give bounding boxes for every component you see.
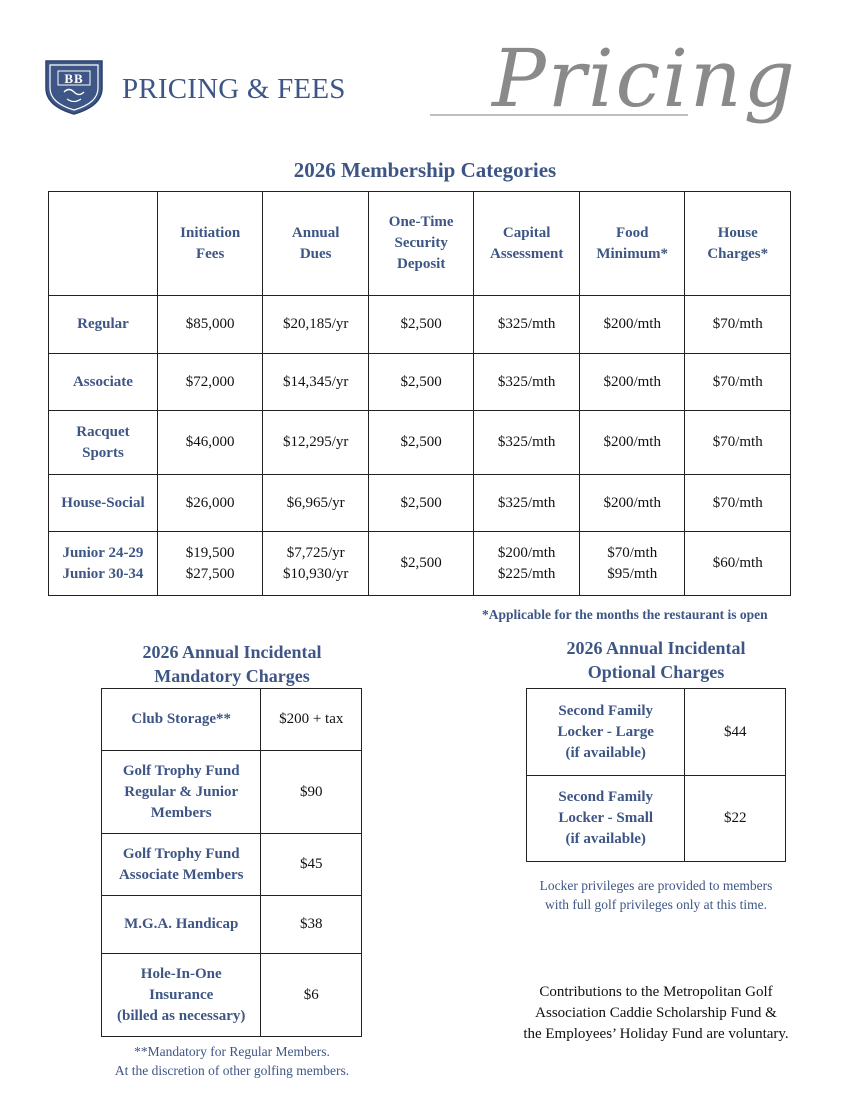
cell-line: Insurance	[149, 986, 214, 1003]
footnote-line: At the discretion of other golfing members.	[114, 1063, 350, 1078]
cell-line: Initiation	[180, 224, 241, 241]
cell-line: M.G.A. Handicap	[124, 916, 239, 932]
charge-price-cell: $44	[685, 689, 786, 776]
cell-line: Charges*	[707, 245, 769, 262]
charge-price-cell: $200 + tax	[261, 689, 362, 751]
table-row	[102, 896, 362, 954]
cell-line: Regular & Junior	[124, 783, 239, 800]
value-cell	[263, 354, 369, 411]
footnote-line: **Mandatory for Regular Members.	[134, 1044, 330, 1059]
table-row	[49, 475, 791, 532]
value-cell	[579, 475, 685, 532]
cell-line: Sports	[82, 444, 124, 461]
cell-line: Food	[615, 224, 649, 241]
cell-line: $200/mth	[603, 373, 661, 390]
cell-line: $46,000	[185, 434, 235, 450]
cell-line: $325/mth	[497, 373, 556, 390]
value-cell	[685, 296, 791, 354]
cell-line: Annual	[291, 224, 340, 241]
cell-line: $2,500	[400, 434, 442, 450]
column-header	[49, 192, 158, 296]
cell-line: (billed as necessary)	[117, 1007, 246, 1024]
cell-line: Golf Trophy Fund	[122, 762, 240, 779]
value-cell	[474, 354, 580, 411]
cell-line: Club Storage**	[131, 711, 231, 727]
cell-line: $26,000	[185, 494, 235, 511]
membership-table-title: 2026 Membership Categories	[293, 158, 557, 182]
value-cell	[474, 532, 580, 596]
charge-price-cell: $6	[261, 954, 362, 1037]
charge-item-cell	[102, 954, 261, 1037]
title-line: Optional Charges	[587, 662, 725, 682]
cell-line: $225/mth	[497, 565, 556, 582]
cell-line: Locker - Large	[557, 723, 654, 740]
value-cell	[263, 532, 369, 596]
cell-line: Associate	[72, 373, 133, 390]
value-cell	[368, 475, 473, 532]
charge-item-cell	[102, 689, 261, 751]
cell-line: Second Family	[558, 702, 654, 719]
table-row	[49, 354, 791, 411]
cell-line: Locker - Small	[558, 810, 654, 826]
script-word: Pricing	[492, 32, 797, 125]
value-cell	[157, 411, 263, 475]
cell-line: (if available)	[565, 831, 646, 847]
cell-line: Minimum*	[596, 245, 669, 262]
club-crest-logo	[44, 58, 104, 116]
column-header	[685, 192, 791, 296]
cell-line: House	[717, 224, 758, 241]
cell-line: $20,185/yr	[282, 316, 349, 332]
value-cell	[263, 411, 369, 475]
charge-item-cell	[527, 689, 685, 776]
cell-line: $325/mth	[497, 494, 556, 511]
cell-line: One-Time	[388, 214, 454, 230]
table-row	[49, 296, 791, 354]
value-cell	[157, 296, 263, 354]
cell-line: $12,295/yr	[282, 434, 349, 450]
cell-line: Fees	[195, 245, 225, 262]
charge-item-cell	[102, 751, 261, 834]
mandatory-footnote	[82, 1042, 382, 1080]
cell-line: $2,500	[400, 555, 442, 571]
table-row	[527, 776, 786, 862]
column-header	[579, 192, 685, 296]
decorative-script-heading	[430, 26, 830, 146]
table-header-row	[49, 192, 791, 296]
category-cell	[49, 532, 158, 596]
value-cell	[263, 475, 369, 532]
cell-line: $2,500	[400, 494, 442, 511]
value-cell	[474, 475, 580, 532]
cell-line: Associate Members	[118, 866, 244, 883]
category-cell	[49, 411, 158, 475]
column-header	[368, 192, 473, 296]
optional-charges-table	[526, 688, 786, 862]
mandatory-charges-table	[101, 688, 362, 1037]
cell-line: Second Family	[558, 789, 654, 805]
value-cell	[579, 411, 685, 475]
value-cell	[368, 532, 473, 596]
value-cell	[579, 296, 685, 354]
contributions-note	[486, 982, 826, 1045]
cell-line: $200/mth	[497, 544, 556, 561]
cell-line: $70/mth	[607, 544, 658, 561]
mandatory-charges-title	[102, 640, 362, 688]
cell-line: $70/mth	[712, 373, 763, 390]
cell-line: Assessment	[490, 245, 564, 262]
cell-line: $14,345/yr	[282, 373, 349, 390]
cell-line: House-Social	[61, 494, 145, 511]
restaurant-footnote: *Applicable for the months the restaurant is open	[482, 607, 768, 622]
cell-line: Golf Trophy Fund	[122, 845, 240, 862]
value-cell	[157, 354, 263, 411]
cell-line: Dues	[299, 245, 332, 262]
value-cell	[368, 296, 473, 354]
value-cell	[685, 475, 791, 532]
membership-categories-table	[48, 191, 791, 596]
cell-line: $2,500	[400, 373, 442, 390]
value-cell	[474, 296, 580, 354]
cell-line: $2,500	[400, 316, 442, 332]
cell-line: (if available)	[565, 744, 646, 761]
value-cell	[368, 411, 473, 475]
cell-line: Junior 24-29	[62, 544, 144, 561]
cell-line: Capital	[502, 224, 551, 241]
optional-charges-title	[526, 636, 786, 684]
note-line: the Employees’ Holiday Fund are voluntary.	[523, 1026, 789, 1042]
note-line: with full golf privileges only at this time.	[545, 897, 767, 912]
cell-line: $200/mth	[603, 316, 661, 332]
cell-line: $325/mth	[497, 316, 556, 332]
cell-line: Junior 30-34	[62, 565, 144, 582]
cell-line: $27,500	[185, 565, 235, 582]
value-cell	[685, 532, 791, 596]
charge-price-cell: $38	[261, 896, 362, 954]
charge-price-cell: $90	[261, 751, 362, 834]
cell-line: $19,500	[185, 544, 235, 561]
charge-price-cell: $22	[685, 776, 786, 862]
cell-line: $70/mth	[712, 316, 763, 332]
cell-line: Regular	[77, 316, 129, 332]
table-row	[102, 689, 362, 751]
cell-line: $200/mth	[603, 434, 661, 450]
table-row	[102, 751, 362, 834]
value-cell	[579, 354, 685, 411]
cell-line: $95/mth	[607, 565, 658, 582]
table-row	[102, 834, 362, 896]
page-title: PRICING & FEES	[122, 73, 346, 105]
cell-line: Members	[150, 804, 212, 821]
value-cell	[474, 411, 580, 475]
cell-line: $60/mth	[712, 555, 763, 571]
table-row	[49, 532, 791, 596]
note-line: Contributions to the Metropolitan Golf	[539, 984, 773, 1000]
column-header	[157, 192, 263, 296]
value-cell	[579, 532, 685, 596]
value-cell	[685, 354, 791, 411]
title-line: Mandatory Charges	[154, 666, 310, 686]
cell-line: $7,725/yr	[286, 544, 345, 561]
cell-line: Racquet	[76, 423, 130, 440]
cell-line: $72,000	[185, 373, 235, 390]
column-header	[474, 192, 580, 296]
value-cell	[157, 532, 263, 596]
cell-line: $10,930/yr	[282, 565, 349, 582]
cell-line: $6,965/yr	[286, 494, 345, 511]
category-cell	[49, 354, 158, 411]
cell-line: $325/mth	[497, 434, 556, 450]
category-cell	[49, 296, 158, 354]
charge-item-cell	[527, 776, 685, 862]
category-cell	[49, 475, 158, 532]
title-line: 2026 Annual Incidental	[142, 642, 322, 662]
table-row	[527, 689, 786, 776]
note-line: Locker privileges are provided to members	[539, 878, 773, 893]
title-line: 2026 Annual Incidental	[566, 638, 746, 658]
cell-line: $200/mth	[603, 494, 661, 511]
table-row	[102, 954, 362, 1037]
cell-line: Security	[394, 235, 448, 251]
value-cell	[685, 411, 791, 475]
locker-privileges-note	[496, 876, 816, 914]
charge-item-cell	[102, 834, 261, 896]
charge-item-cell	[102, 896, 261, 954]
note-line: Association Caddie Scholarship Fund &	[535, 1005, 777, 1021]
cell-line: Deposit	[396, 256, 446, 272]
cell-line: $70/mth	[712, 494, 763, 511]
value-cell	[368, 354, 473, 411]
crest-monogram: BB	[64, 71, 84, 86]
value-cell	[157, 475, 263, 532]
column-header	[263, 192, 369, 296]
value-cell	[263, 296, 369, 354]
cell-line: $70/mth	[712, 434, 763, 450]
charge-price-cell: $45	[261, 834, 362, 896]
table-row	[49, 411, 791, 475]
cell-line: Hole-In-One	[140, 965, 222, 982]
cell-line: $85,000	[185, 316, 235, 332]
